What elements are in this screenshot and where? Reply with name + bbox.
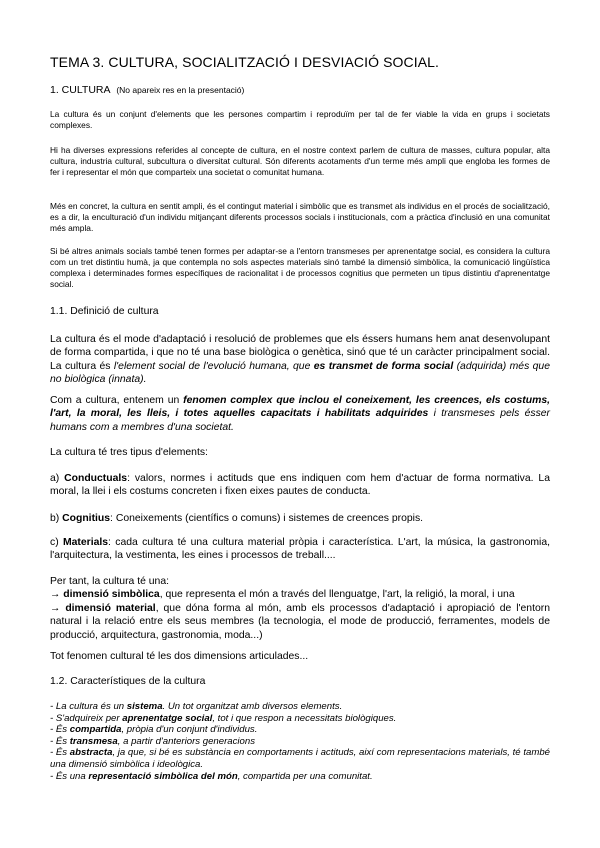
dimension-material <box>50 602 550 642</box>
item-text: : cada cultura té una cultura material pròpia i característica. L'art, la música, la gastronomia, l'arquitectura, la vestimenta, les eines i processos de treball.... <box>50 537 550 562</box>
dimension-text: , que dóna forma al món, amb els processos d'adaptació i apropiació de l'entorn natural i la relació entre els seus membres (la tecnologia, el mode de producció, ferramentes, models de producció, arquitectura, gastronomia, moda...) <box>50 602 550 641</box>
item-text: : valors, normes i actituds que ens indiquen com hem d'actuar de forma normativa. La moral, la llei i els costums concreten i fixen eixes pautes de conducta. <box>50 473 550 498</box>
arrow-right-icon: → <box>50 602 61 614</box>
subsection-heading-definition: 1.1. Definició de cultura <box>50 306 159 317</box>
characteristics-list <box>50 701 550 782</box>
list-item: - És una representació simbòlica del món, compartida per una comunitat. <box>50 770 373 782</box>
section-heading-text: 1. CULTURA <box>50 84 111 96</box>
paragraph-broad-sense: Més en concret, la cultura en sentit ampli, és el contingut material i simbòlic que es transmet als individus en el procés de socialització, es a dir, la enculturació d'un individu mitjançant diferents processos socials i institucionals, com a pràctica d'inclusió en una comunitat més ampla. <box>50 201 550 233</box>
dimension-text: , que representa el món a través del llenguatge, l'art, la religió, la moral, i una <box>159 589 515 601</box>
item-label: c) <box>50 537 63 548</box>
dimension-bold: dimensió simbòlica <box>63 589 160 601</box>
definition-italic: l'element social de l'evolució humana, que <box>113 360 314 372</box>
paragraph-dimensions <box>50 575 550 642</box>
item-bold: Cognitius <box>62 513 111 524</box>
paragraph-materials <box>50 536 550 563</box>
item-label: b) <box>50 513 63 524</box>
item-bold: Conductuals <box>64 473 128 484</box>
list-item: - S'adquireix per aprenentatge social, tot i que respon a necessitats biològiques. <box>50 712 397 724</box>
subsection-heading-characteristics: 1.2. Característiques de la cultura <box>50 676 206 687</box>
dimensions-intro: Per tant, la cultura té una: <box>50 576 169 587</box>
dimension-bold: dimensió material <box>65 602 156 614</box>
arrow-right-icon: → <box>50 589 61 601</box>
paragraph-cognitius <box>50 512 550 525</box>
definition-italic-end: (adquirida) més que no biològica (innata). <box>50 360 550 386</box>
section-note: (No apareix res en la presentació) <box>116 85 245 95</box>
item-bold: Materials <box>62 537 109 548</box>
paragraph-human-trait: Si bé altres animals socials també tenen formes per adaptar-se a l'entorn transmeses per aprenentatge social, es considera la cultura com un tret distintiu humà, ja que contempla no sols aspectes materials sinó també la dimensió simbòlica, la comunicació lingüística complexa i determinades formes específiques de racionalitat i de processos cognitius que permeten un tipus distintiu d'aprenentatge social. <box>50 246 550 289</box>
definition-text: La cultura és el mode d'adaptació i resolució de problemes que els éssers humans hem anat desenvolupant de forma compartida, i que no té una base biològica o genètica, sinó que té un caràcter principalment social. La cultura és <box>50 334 550 372</box>
list-item: - És transmesa, a partir d'anteriors generacions <box>50 735 256 747</box>
list-item: - És compartida, pròpia d'un conjunt d'individus. <box>50 724 258 736</box>
document-title: TEMA 3. CULTURA, SOCIALITZACIÓ I DESVIACIÓ SOCIAL. <box>50 54 440 70</box>
item-text: : Coneixements (científics o comuns) i sistemes de creences propis. <box>110 513 424 524</box>
paragraph-element-types: La cultura té tres tipus d'elements: <box>50 447 208 458</box>
paragraph-conductuals <box>50 472 550 499</box>
paragraph-articulated: Tot fenomen cultural té les dos dimensions articulades... <box>50 651 309 662</box>
dimension-symbolic <box>50 588 550 601</box>
paragraph-complex-phenomenon <box>50 394 550 434</box>
paragraph-definition <box>50 333 550 387</box>
complex-text: Com a cultura, entenem un <box>50 395 184 406</box>
complex-bold: fenomen complex que inclou el coneixement, les creences, els costums, l'art, la moral, les lleis, i totes aquelles capacitats i habilitats adquirides <box>50 395 550 420</box>
section-heading-cultura <box>50 84 550 96</box>
list-item: - És abstracta, ja que, si bé es substància en comportaments i actituds, així com representacions materials, té també una dimensió simbòlica i ideològica. <box>50 747 550 770</box>
complex-italic: i transmeses pels ésser humans com a membres d'una societat. <box>50 408 551 433</box>
list-item: - La cultura és un sistema. Un tot organitzat amb diversos elements. <box>50 701 343 712</box>
paragraph-expressions: Hi ha diverses expressions referides al concepte de cultura, en el nostre context parlem de cultura de masses, cultura popular, alta cultura, industria cultural, subcultura o diversitat cultural. Són diferents acotaments d'un terme més ampli que engloba les formes de fer i representar el món que comparteix una societat o comunitat humana. <box>50 145 550 177</box>
item-label: a) <box>50 473 65 484</box>
definition-bold: es transmet de forma social <box>313 360 454 372</box>
paragraph-intro: La cultura és un conjunt d'elements que les persones compartim i reproduïm per tal de fer viable la vida en grups i societats complexes. <box>50 109 550 130</box>
